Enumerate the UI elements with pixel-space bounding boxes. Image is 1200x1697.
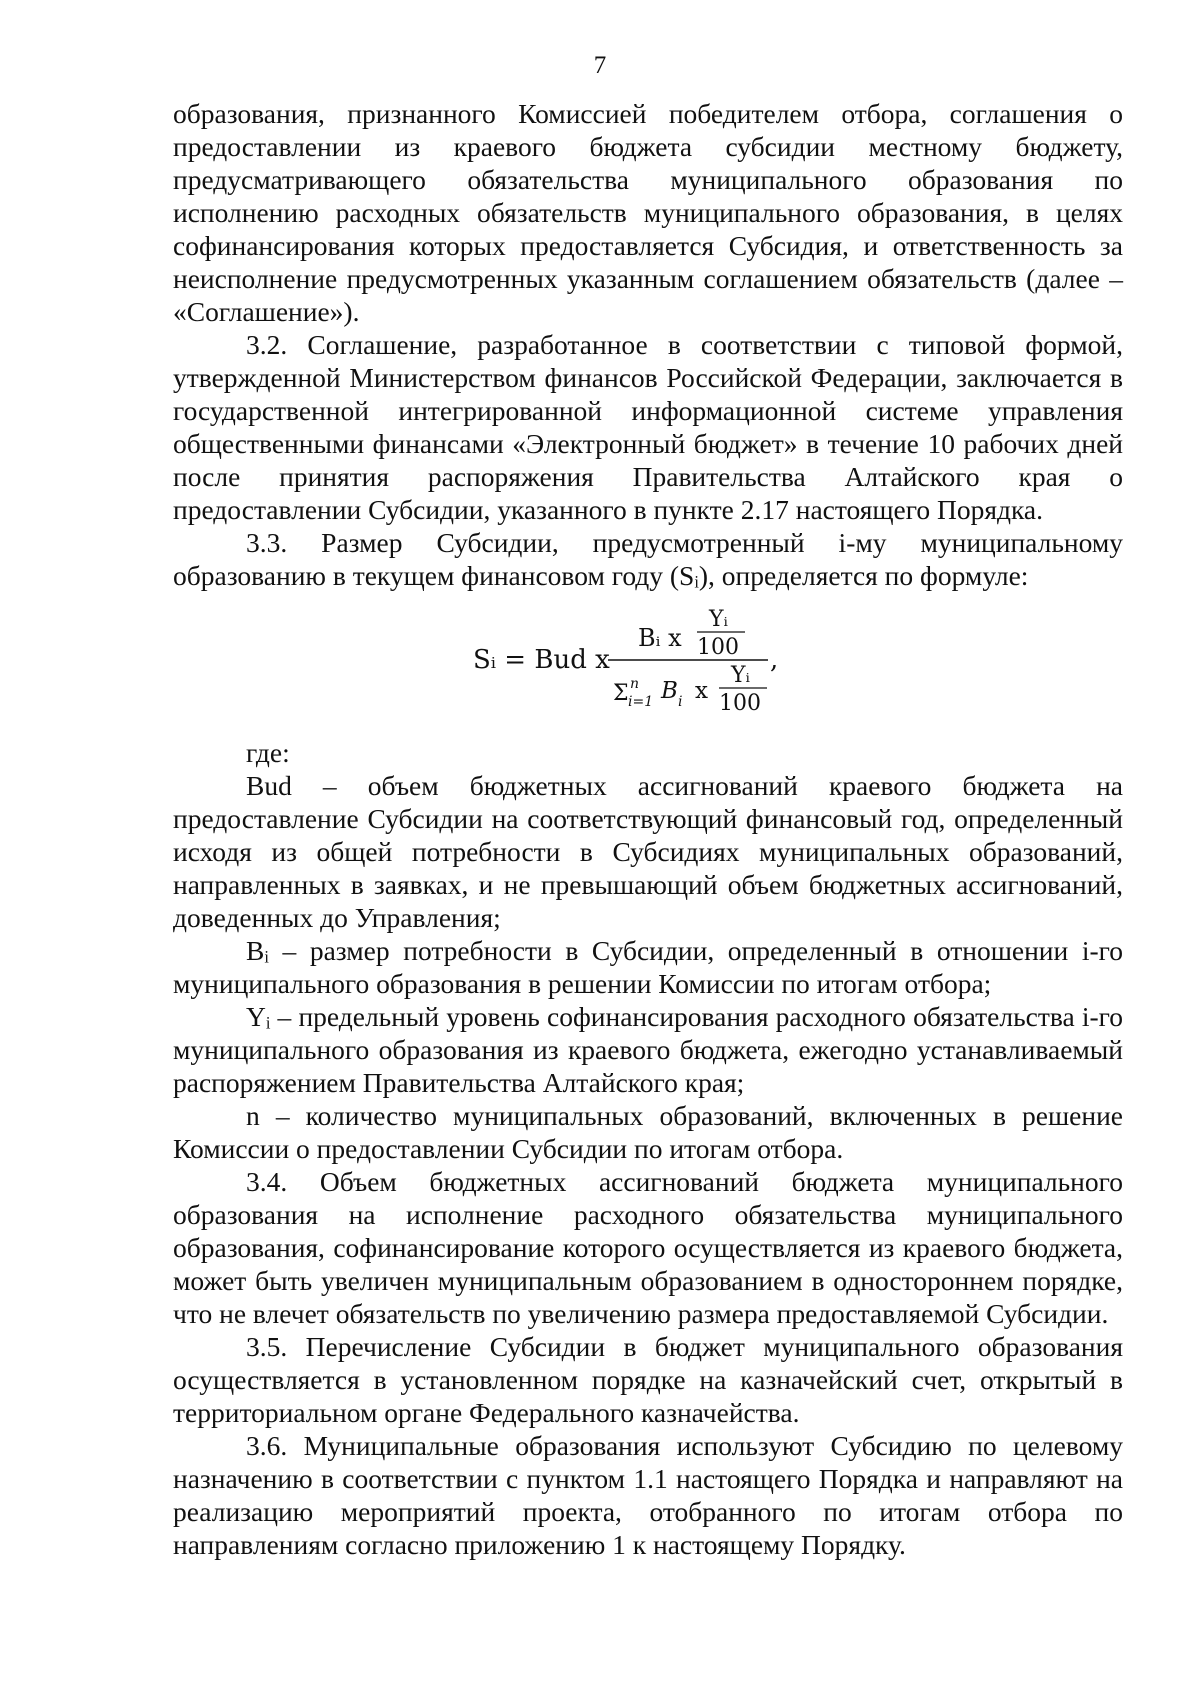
definition-bud: Bud – объем бюджетных ассигнований краевого бюджета на предоставление Субсидии на соответствующий финансовый год, определенный исходя из общей потребности в Субсидиях муниципальных образований, направленных в заявках, и не превышающий объем бюджетных ассигнований, доведенных до Управления; <box>173 770 1123 933</box>
formula-den-sup: n <box>630 676 640 692</box>
formula-num-y: Yᵢ <box>709 607 728 632</box>
formula-num-b: Bᵢ x <box>638 624 682 652</box>
definition-n: n – количество муниципальных образований, включенных в решение Комиссии о предоставлении Субсидии по итогам отбора. <box>173 1100 1123 1164</box>
formula-den-sum: Σ <box>613 681 629 706</box>
paragraph-3-5: 3.5. Перечисление Субсидии в бюджет муниципального образования осуществляется в установленном порядке на казначейский счет, открытый в территориальном органе Федерального казначейства. <box>173 1331 1123 1428</box>
paragraph-3-2: 3.2. Соглашение, разработанное в соответствии с типовой формой, утвержденной Министерством финансов Российской Федерации, заключается в государственной интегрированной информационной системе управления общественными финансами «Электронный бюджет» в течение 10 рабочих дней после принятия распоряжения Правительства Алтайского края о предоставлении Субсидии, указанного в пункте 2.17 настоящего Порядка. <box>173 329 1123 525</box>
formula-comma: , <box>770 645 779 675</box>
definition-y: Yᵢ – предельный уровень софинансирования расходного обязательства i-го муниципального образования из краевого бюджета, ежегодно устанавливаемый распоряжением Правительства Алтайского края; <box>173 1001 1123 1098</box>
formula-den-sub: i=1 <box>628 694 654 710</box>
formula-svg <box>473 602 893 730</box>
paragraph-3-3: 3.3. Размер Субсидии, предусмотренный i-му муниципальному образованию в текущем финансовом году (Sᵢ), определяется по формуле: <box>173 527 1123 591</box>
formula-den-x: x <box>695 678 708 704</box>
formula-den-b: B <box>661 678 678 704</box>
document-body <box>173 97 1123 1561</box>
page-number: 7 <box>593 52 607 79</box>
formula-num-100: 100 <box>697 635 739 660</box>
formula-den-b-sub: i <box>678 694 683 710</box>
paragraph-3-4: 3.4. Объем бюджетных ассигнований бюджета муниципального образования на исполнение расходного обязательства муниципального образования, софинансирование которого осуществляется из краевого бюджета, может быть увеличен муниципальным образованием в одностороннем порядке, что не влечет обязательств по увеличению размера предоставляемой Субсидии. <box>173 1166 1123 1329</box>
formula-den-100: 100 <box>719 691 761 716</box>
paragraph-3-6: 3.6. Муниципальные образования используют Субсидию по целевому назначению в соответствии с пунктом 1.1 настоящего Порядка и направляют на реализацию мероприятий проекта, отобранного по итогам отбора по направлениям согласно приложению 1 к настоящему Порядку. <box>173 1430 1123 1560</box>
paragraph-continuation: образования, признанного Комиссией победителем отбора, соглашения о предоставлении из краевого бюджета субсидии местному бюджету, предусматривающего обязательства муниципального образования по исполнению расходных обязательств муниципального образования, в целях софинансирования которых предоставляется Субсидия, и ответственность за неисполнение предусмотренных указанным соглашением обязательств (далее – «Соглашение»). <box>173 98 1123 327</box>
definition-b: Bᵢ – размер потребности в Субсидии, определенный в отношении i-го муниципального образования в решении Комиссии по итогам отбора; <box>173 935 1123 999</box>
formula-lhs: Sᵢ = Bud x <box>473 645 610 675</box>
where-label: где: <box>246 737 290 768</box>
subsidy-formula <box>173 602 1123 730</box>
formula-den-y: Yᵢ <box>731 663 750 688</box>
